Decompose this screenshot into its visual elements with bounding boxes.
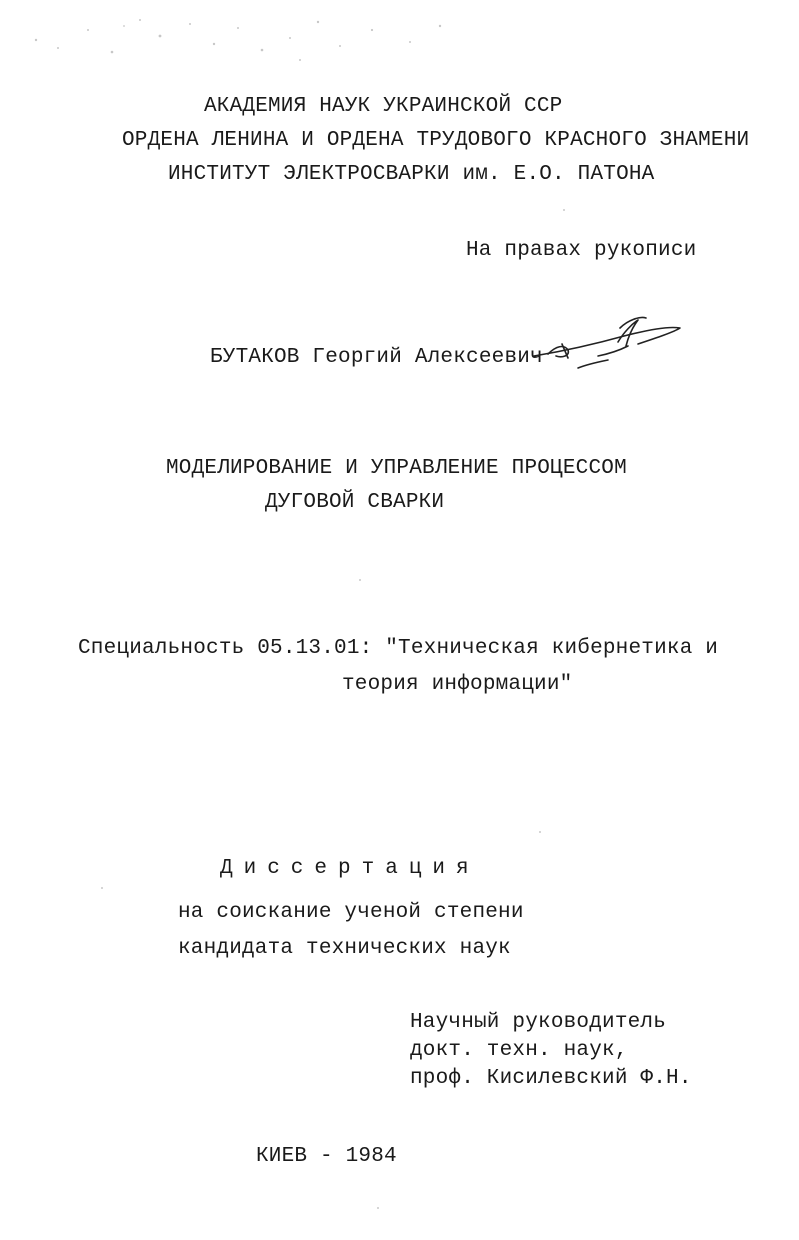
dissertation-line-2: кандидата технических наук xyxy=(178,937,511,960)
title-line-2: ДУГОВОЙ СВАРКИ xyxy=(265,491,445,514)
supervisor-title: Научный руководитель xyxy=(410,1011,667,1034)
supervisor-degree: докт. техн. наук, xyxy=(410,1039,628,1062)
city-year: КИЕВ - 1984 xyxy=(256,1145,397,1168)
supervisor-name: проф. Кисилевский Ф.Н. xyxy=(410,1067,692,1090)
academy-name: АКАДЕМИЯ НАУК УКРАИНСКОЙ ССР xyxy=(204,95,563,118)
orders-line: ОРДЕНА ЛЕНИНА И ОРДЕНА ТРУДОВОГО КРАСНОГО ЗНАМЕНИ xyxy=(122,129,750,152)
signature xyxy=(528,306,688,378)
title-line-1: МОДЕЛИРОВАНИЕ И УПРАВЛЕНИЕ ПРОЦЕССОМ xyxy=(166,457,627,480)
dissertation-line-1: на соискание ученой степени xyxy=(178,901,524,924)
specialty-line-2: теория информации" xyxy=(342,673,573,696)
specialty-line-1: Специальность 05.13.01: "Техническая кибернетика и xyxy=(78,637,719,660)
dissertation-heading: Диссертация xyxy=(220,857,480,880)
author-name: БУТАКОВ Георгий Алексеевич xyxy=(210,346,543,369)
institute-name: ИНСТИТУТ ЭЛЕКТРОСВАРКИ им. Е.О. ПАТОНА xyxy=(168,163,655,186)
rights-note: На правах рукописи xyxy=(466,239,697,262)
